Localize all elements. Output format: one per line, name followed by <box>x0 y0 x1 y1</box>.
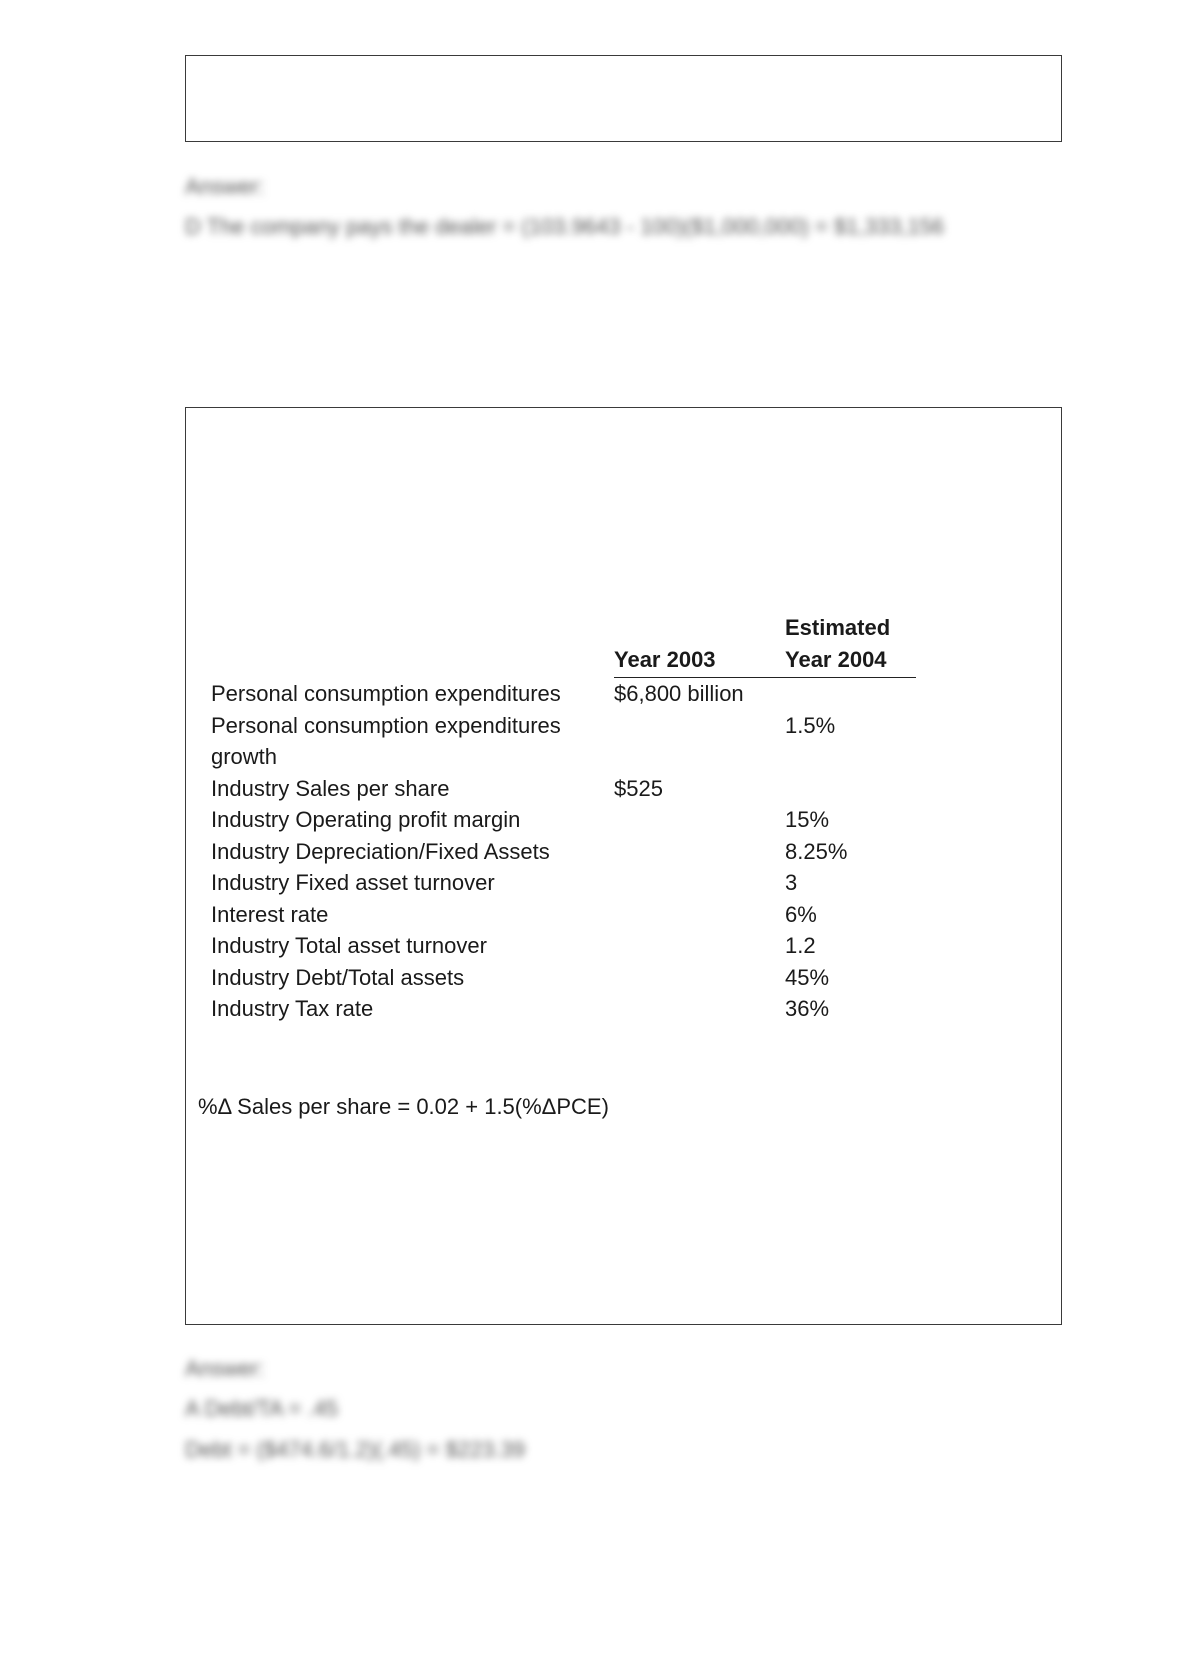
row-value-debt-total-assets-2004: 45% <box>785 964 830 990</box>
question-box-top <box>185 55 1062 142</box>
answer-line2-bottom: Debt = ($474.6/1.2)(.45) = $223.39 <box>185 1437 526 1462</box>
answer-label-top: Answer: <box>185 174 265 199</box>
row-label-sales-per-share: Industry Sales per share <box>211 775 450 801</box>
row-value-total-asset-turnover-2004: 1.2 <box>785 933 816 958</box>
row-value-depreciation-2004: 8.25% <box>785 838 848 864</box>
header-year-2004: Year 2004 <box>785 647 887 672</box>
row-value-fixed-asset-turnover-2004: 3 <box>785 870 798 895</box>
row-label-pce-growth: Personal consumption expenditures <box>211 712 561 738</box>
row-label-total-asset-turnover: Industry Total asset turnover <box>211 933 487 958</box>
header-year-2003: Year 2003 <box>614 647 716 672</box>
row-value-pce-growth-2004: 1.5% <box>785 712 836 738</box>
row-value-interest-rate-2004: 6% <box>785 901 817 927</box>
answer-text-top: D The company pays the dealer = (103.9643 - 100)($1,000,000) = $1,333,156 <box>185 214 945 239</box>
row-label-fixed-asset-turnover: Industry Fixed asset turnover <box>211 870 495 895</box>
row-value-tax-rate-2004: 36% <box>785 996 830 1021</box>
row-value-sales-per-share-2003: $525 <box>614 775 663 801</box>
sales-formula: %Δ Sales per share = 0.02 + 1.5(%ΔPCE) <box>198 1094 609 1119</box>
row-label-pce: Personal consumption expenditures <box>211 681 561 706</box>
row-label-depreciation: Industry Depreciation/Fixed Assets <box>211 838 550 864</box>
answer-line1-bottom: A Debt/TA = .45 <box>185 1396 339 1421</box>
row-label-interest-rate: Interest rate <box>211 901 329 927</box>
row-value-pce-2003: $6,800 billion <box>614 681 744 706</box>
header-estimated: Estimated <box>785 615 891 640</box>
answer-label-bottom: Answer: <box>185 1356 265 1381</box>
row-label-operating-margin: Industry Operating profit margin <box>211 807 521 832</box>
row-value-operating-margin-2004: 15% <box>785 807 830 832</box>
row-label-debt-total-assets: Industry Debt/Total assets <box>211 964 465 990</box>
row-label-tax-rate: Industry Tax rate <box>211 996 374 1021</box>
row-label-pce-growth-cont: growth <box>211 744 278 769</box>
